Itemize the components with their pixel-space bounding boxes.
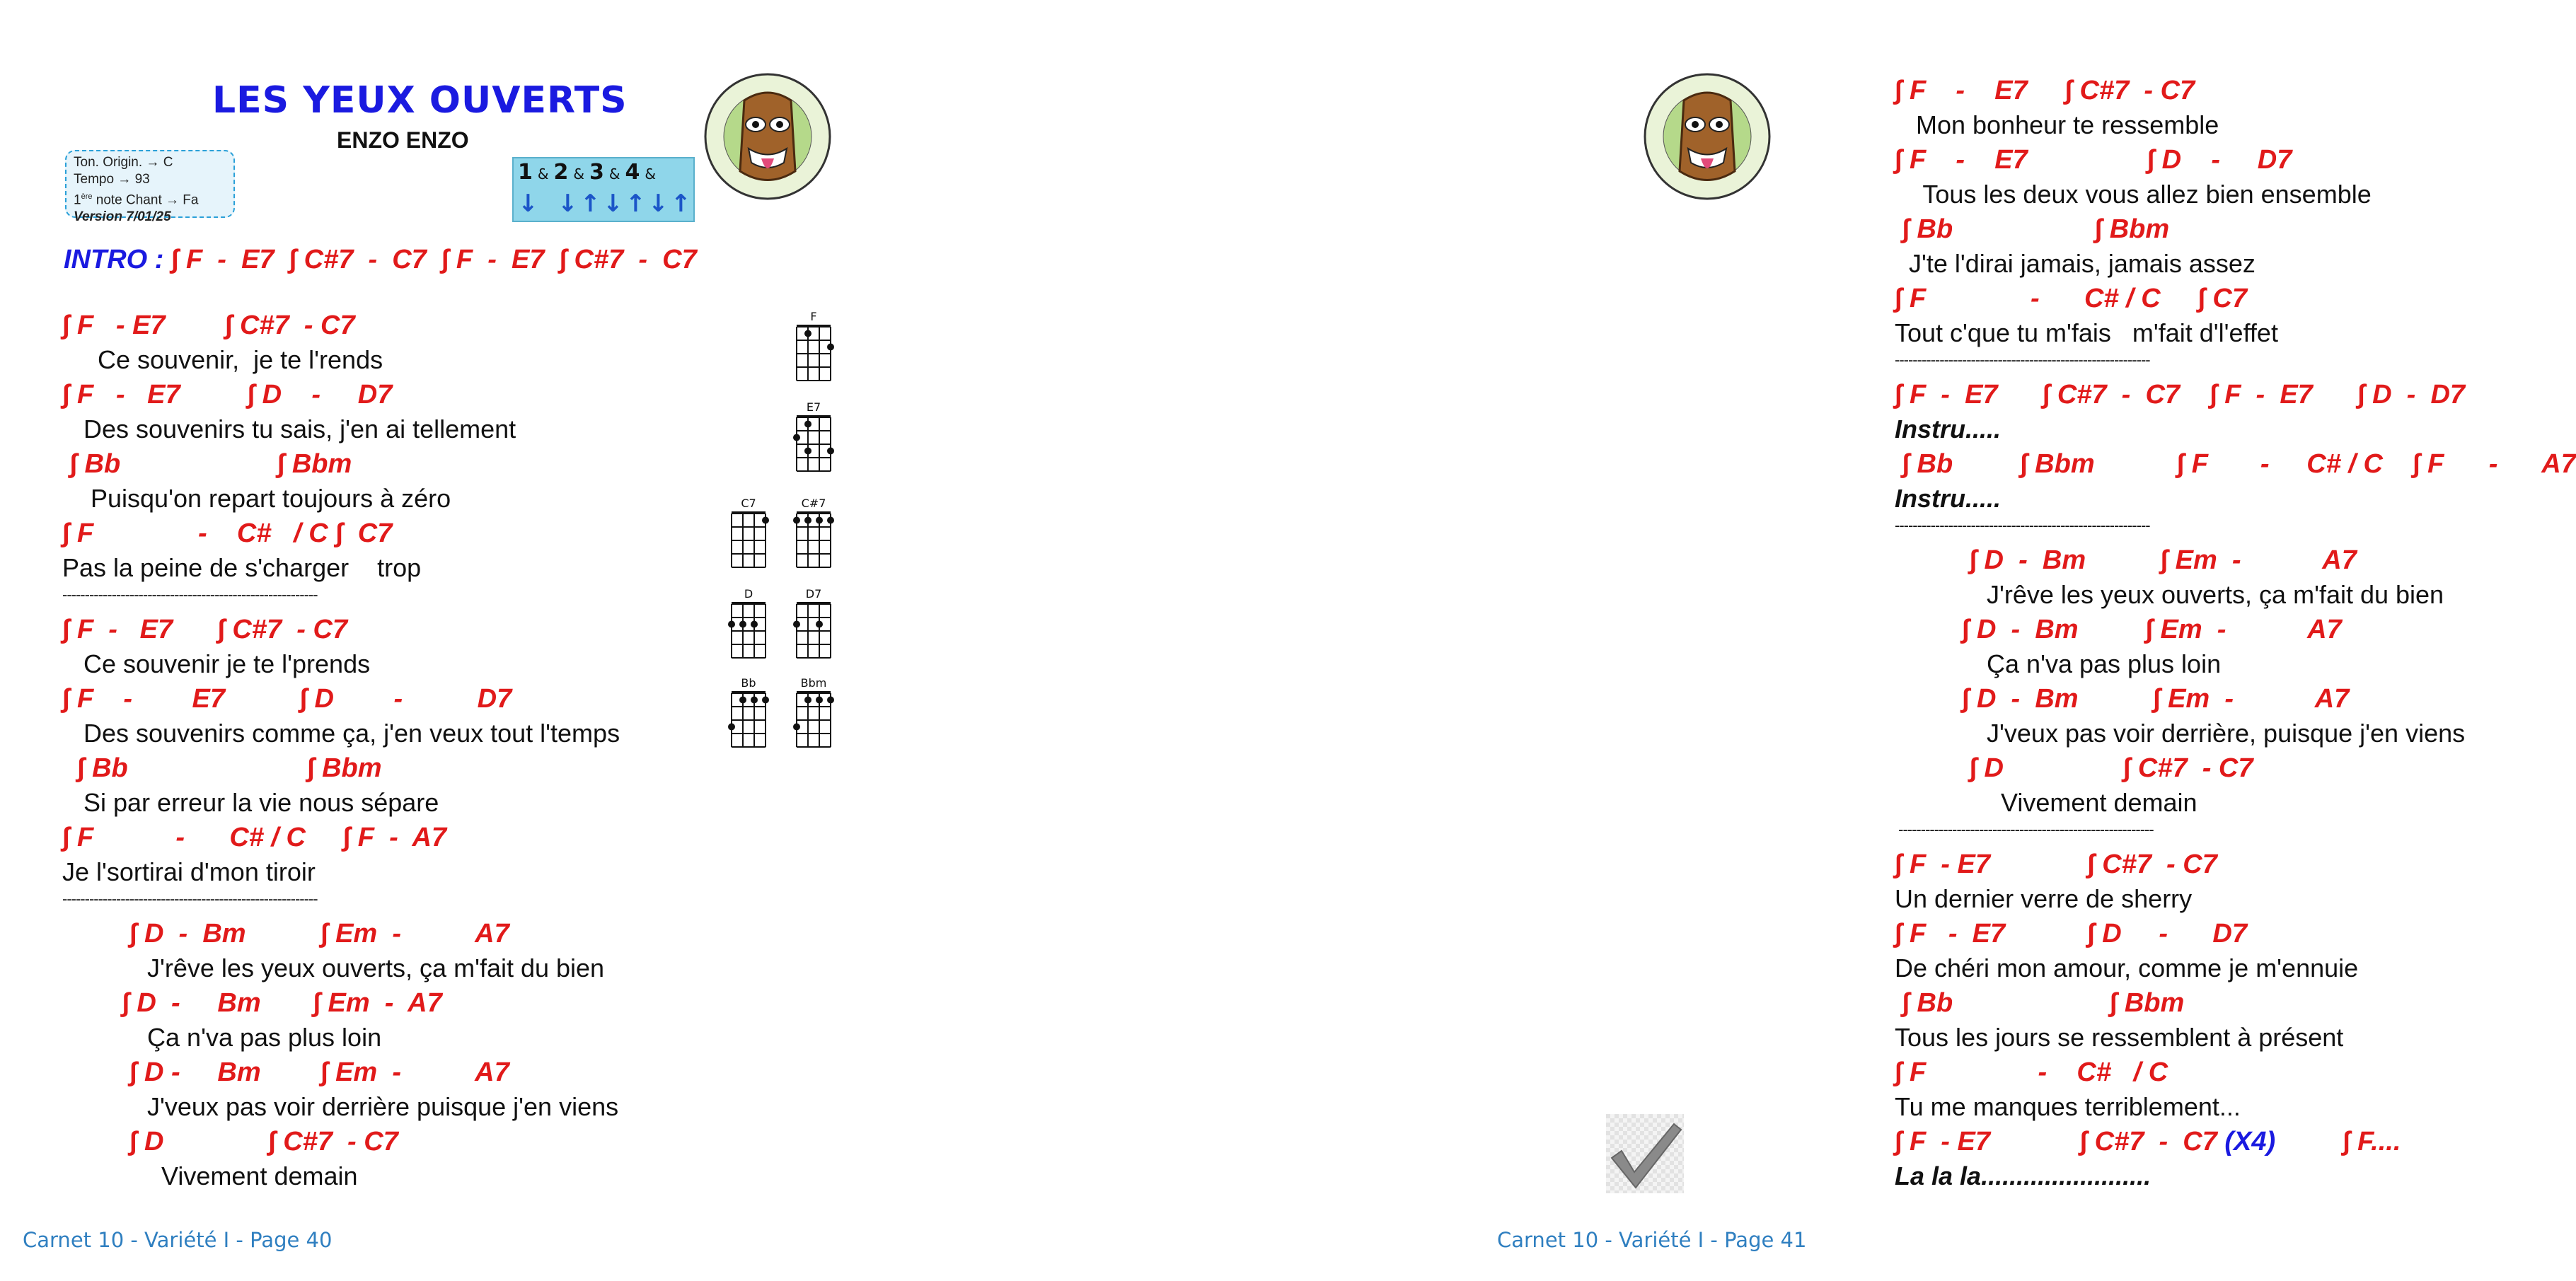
chord-grid-icon (727, 511, 770, 572)
chord-line: ∫ F - E7 ∫ C#7 - C7 (1895, 850, 2217, 879)
chord-diagram-name: D (744, 587, 753, 601)
chord-line: ∫ F - E7 ∫ C#7 - C7 ∫ F - E7 ∫ D - D7 (1895, 380, 2466, 410)
strum-down-arrow-icon: ↓ (603, 190, 623, 218)
finger-dot (728, 621, 735, 628)
chord-grid-icon (792, 511, 835, 572)
finger-dot (827, 697, 834, 704)
chord-diagram (727, 497, 770, 575)
checkmark-icon (1606, 1114, 1684, 1193)
intro-line (64, 245, 697, 275)
chord-line: ∫ F - E7 ∫ C#7 - C7 (62, 311, 355, 340)
chord-diagram (792, 587, 835, 666)
chord-diagram-name: Bbm (800, 676, 827, 690)
lyric-line: Des souvenirs comme ça, j'en veux tout l'temps (62, 719, 620, 748)
strum-counts (518, 160, 691, 188)
finger-dot (827, 344, 834, 351)
finger-dot (728, 724, 735, 731)
instru-line: Instru..... (1895, 484, 2002, 513)
finger-dot (751, 697, 758, 704)
chord-line: ∫ D - Bm ∫ Em - A7 (62, 919, 509, 949)
strum-rest (541, 190, 555, 221)
finger-dot (793, 621, 800, 628)
finger-dot (816, 517, 823, 524)
lyric-line: Vivement demain (1895, 788, 2197, 817)
chord-line: ∫ D - Bm ∫ Em - A7 (1895, 545, 2357, 575)
strum-down-arrow-icon: ↓ (558, 190, 578, 218)
lyric-line: Je l'sortirai d'mon tiroir (62, 857, 316, 886)
chord-line: ∫ Bb ∫ Bbm (1895, 214, 2170, 244)
finger-dot (793, 434, 800, 441)
tempo: Tempo → 93 (74, 172, 150, 187)
strum-count: 3 (589, 160, 604, 185)
chord-diagram-name: D7 (805, 587, 822, 601)
lyric-line: J'veux pas voir derrière, puisque j'en viens (1895, 719, 2466, 748)
finger-dot (739, 697, 746, 704)
finger-dot (816, 697, 823, 704)
repeat-marker: (X4) (2224, 1127, 2276, 1157)
chord-line: ∫ D - Bm ∫ Em - A7 (1895, 615, 2342, 644)
tiki-logo-icon (703, 72, 832, 201)
chord-line: ∫ F - C# / C ∫ C7 (1895, 284, 2248, 313)
strum-down-arrow-icon: ↓ (648, 190, 669, 218)
lyric-line: J'rêve les yeux ouverts, ça m'fait du bien (62, 953, 605, 983)
finger-dot (762, 517, 769, 524)
finger-dot (804, 448, 812, 455)
strum-up-arrow-icon: ↑ (625, 190, 646, 218)
first-note: 1ère note Chant → Fa (74, 192, 199, 208)
lyric-line: J'veux pas voir derrière puisque j'en viens (62, 1092, 619, 1121)
strum-count: 1 (518, 160, 533, 185)
lyric-line: Ça n'va pas plus loin (62, 1023, 382, 1052)
lyric-line: Ce souvenir je te l'prends (62, 649, 371, 678)
strum-arrows (518, 190, 691, 221)
strum-count: & (573, 166, 584, 182)
lyric-line: Ça n'va pas plus loin (1895, 649, 2222, 678)
lyric-line: Tu me manques terriblement... (1895, 1092, 2241, 1121)
lyric-line: Tout c'que tu m'fais m'fait d'l'effet (1895, 318, 2278, 347)
chord-diagram-name: C#7 (801, 497, 826, 510)
chord-grid-icon (792, 415, 835, 475)
finger-dot (804, 421, 812, 428)
chord-grid-icon (727, 601, 770, 662)
section-separator: --------------------------------------------------------- (1895, 351, 2150, 369)
original-key: Ton. Origin. → C (74, 155, 173, 170)
chord-grid-icon (792, 324, 835, 385)
chord-line: ∫ D - Bm ∫ Em - A7 (1895, 684, 2350, 714)
finger-dot (762, 697, 769, 704)
lyric-line: J'te l'dirai jamais, jamais assez (1895, 249, 2256, 278)
tiki-logo-icon (1643, 72, 1772, 201)
chord-line: ∫ F - E7 ∫ D - D7 (1895, 145, 2292, 175)
chord-line: ∫ F - C# / C (1895, 1057, 2168, 1087)
chord-line: ∫ D ∫ C#7 - C7 (1895, 753, 2253, 783)
chord-diagram (727, 676, 770, 755)
lyric-line: Puisqu'on repart toujours à zéro (62, 484, 451, 513)
strum-count: 2 (553, 160, 569, 185)
chord-diagram (792, 400, 835, 479)
lyric-line: Tous les jours se ressemblent à présent (1895, 1023, 2344, 1052)
chord-line: ∫ D - Bm ∫ Em - A7 (62, 988, 442, 1018)
lyric-line: Mon bonheur te ressemble (1895, 110, 2219, 139)
intro-chords: ∫ F - E7 ∫ C#7 - C7 ∫ F - E7 ∫ C#7 - C7 (171, 245, 697, 274)
strum-count: 4 (625, 160, 640, 185)
chord-line: ∫ F - E7 ∫ C#7 - C7 (62, 615, 348, 644)
finger-dot (793, 517, 800, 524)
right-page (906, 0, 2576, 1281)
footer-left: Carnet 10 - Variété I - Page 40 (23, 1228, 333, 1252)
lyric-line: Ce souvenir, je te l'rends (62, 345, 383, 374)
finger-dot (751, 621, 758, 628)
lyric-line: Pas la peine de s'charger trop (62, 553, 422, 582)
section-separator: --------------------------------------------------------- (1895, 821, 2154, 838)
lyric-line: Vivement demain (62, 1161, 358, 1190)
section-separator: --------------------------------------------------------- (62, 890, 318, 908)
chord-line: ∫ Bb ∫ Bbm (62, 449, 352, 479)
chord-grid-icon (792, 690, 835, 751)
finger-dot (793, 724, 800, 731)
strum-up-arrow-icon: ↑ (671, 190, 691, 218)
section-separator: --------------------------------------------------------- (1895, 516, 2150, 534)
chord-line: ∫ D ∫ C#7 - C7 (62, 1127, 398, 1157)
chord-diagram (727, 587, 770, 666)
chord-diagram (792, 676, 835, 755)
chord-diagram-name: E7 (806, 400, 821, 414)
chord-grid-icon (792, 601, 835, 662)
footer-right: Carnet 10 - Variété I - Page 41 (1497, 1228, 1807, 1252)
strum-up-arrow-icon: ↑ (580, 190, 601, 218)
chord-diagram (792, 497, 835, 575)
lyric-line: J'rêve les yeux ouverts, ça m'fait du bien (1895, 580, 2444, 609)
strum-count: & (608, 166, 620, 182)
chord-grid-icon (727, 690, 770, 751)
intro-label: INTRO : (64, 245, 164, 274)
chord-line: ∫ Bb ∫ Bbm (1895, 988, 2185, 1018)
song-info-box (65, 150, 235, 225)
finger-dot (827, 448, 834, 455)
strumming-pattern (512, 157, 695, 222)
finger-dot (816, 621, 823, 628)
finger-dot (804, 697, 812, 704)
chord-line: ∫ F - E7 ∫ D - D7 (62, 380, 393, 410)
chord-diagram-name: Bb (741, 676, 756, 690)
left-page (0, 0, 906, 1281)
finger-dot (804, 330, 812, 337)
chord-line: ∫ F - E7 ∫ D - D7 (1895, 919, 2248, 949)
chord-line: ∫ F - E7 ∫ D - D7 (62, 684, 512, 714)
artist-name: ENZO ENZO (337, 127, 469, 153)
instru-line: Instru..... (1895, 415, 2002, 444)
lyric-line: De chéri mon amour, comme je m'ennuie (1895, 953, 2359, 983)
chord-diagram-name: C7 (741, 497, 756, 510)
finger-dot (827, 517, 834, 524)
chord-line: ∫ F - C# / C ∫ C7 (62, 518, 393, 548)
chord-line: ∫ F - E7 ∫ C#7 - C7 (1895, 76, 2195, 105)
song-title: LES YEUX OUVERTS (212, 79, 628, 122)
chord-line: ∫ F - C# / C ∫ F - A7 (62, 823, 447, 852)
lyric-line: Des souvenirs tu sais, j'en ai tellement (62, 415, 516, 444)
version: Version 7/01/25 (74, 209, 171, 225)
finger-dot (804, 517, 812, 524)
finger-dot (739, 621, 746, 628)
strum-count: & (537, 166, 549, 182)
instru-line: La la la........................ (1895, 1161, 2152, 1190)
lyric-line: Un dernier verre de sherry (1895, 884, 2193, 913)
strum-count: & (645, 166, 656, 182)
chord-line: ∫ D - Bm ∫ Em - A7 (62, 1057, 509, 1087)
lyric-line: Tous les deux vous allez bien ensemble (1895, 180, 2372, 209)
chord-diagram (792, 310, 835, 388)
lyric-line: Si par erreur la vie nous sépare (62, 788, 439, 817)
chord-diagram-name: F (810, 310, 817, 323)
chord-line: ∫ F - E7 ∫ C#7 - C7 (X4) ∫ F.... (1895, 1127, 2401, 1157)
chord-line: ∫ Bb ∫ Bbm ∫ F - C# / C ∫ F - A7 (1895, 449, 2576, 479)
chord-line: ∫ Bb ∫ Bbm (62, 753, 382, 783)
strum-down-arrow-icon: ↓ (518, 190, 538, 218)
section-separator: --------------------------------------------------------- (62, 586, 318, 603)
